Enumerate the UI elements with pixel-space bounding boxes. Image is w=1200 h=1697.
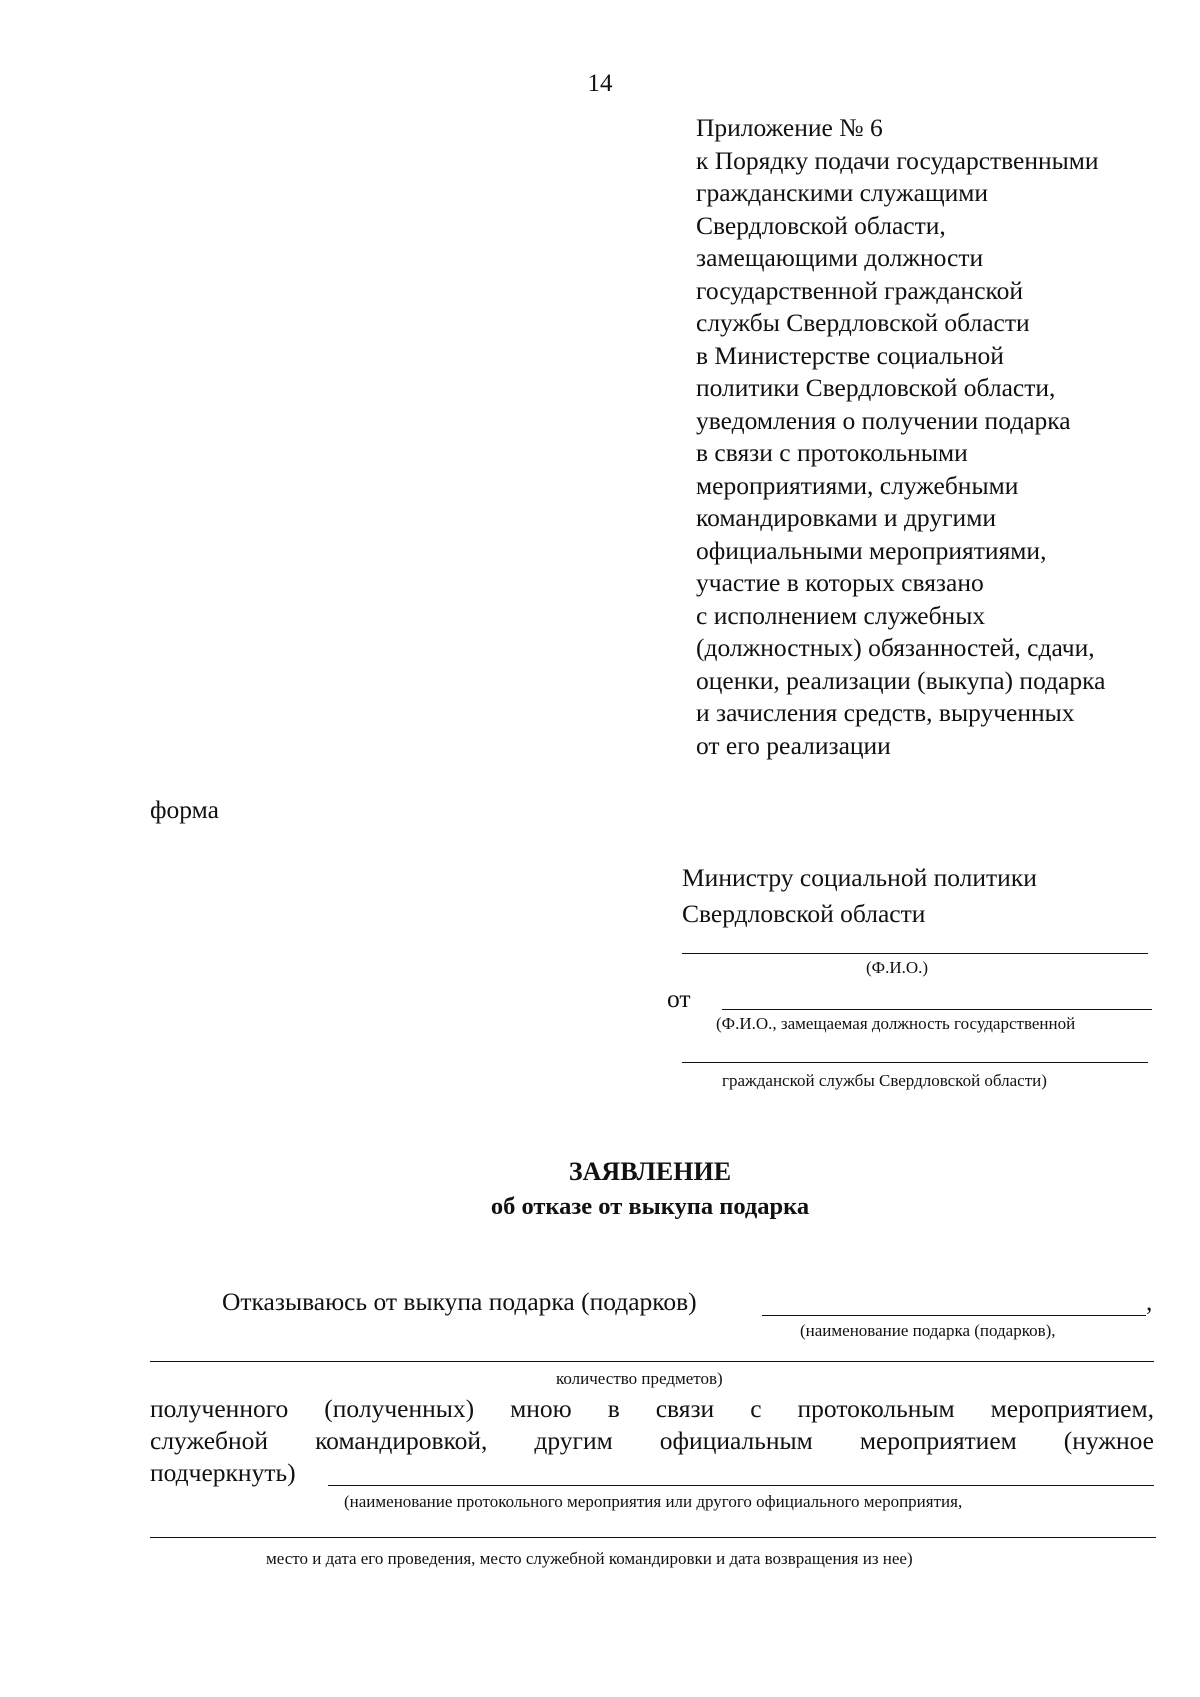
- from-caption-2: гражданской службы Свердловской области): [722, 1071, 1047, 1090]
- refuse-statement: Отказываюсь от выкупа подарка (подарков): [222, 1287, 697, 1316]
- form-label: форма: [150, 795, 219, 824]
- gift-quantity-underline: [150, 1361, 1154, 1362]
- appendix-line: к Порядку подачи государственными: [696, 145, 1099, 175]
- from-caption-1: (Ф.И.О., замещаемая должность государственной: [716, 1014, 1076, 1033]
- from-label: от: [667, 984, 691, 1013]
- appendix-line: оценки, реализации (выкупа) подарка: [696, 665, 1106, 695]
- appendix-line: от его реализации: [696, 730, 891, 760]
- appendix-line: (должностных) обязанностей, сдачи,: [696, 633, 1095, 662]
- paragraph-line-2: служебной командировкой, другим официальным мероприятием (нужное: [150, 1426, 1154, 1455]
- fio-underline: [682, 953, 1148, 954]
- event-caption-1: (наименование протокольного мероприятия или другого официального мероприятия,: [344, 1492, 963, 1511]
- appendix-line: и зачисления средств, вырученных: [696, 698, 1075, 727]
- appendix-line: замещающими должности: [696, 243, 984, 272]
- appendix-line: в Министерстве социальной: [696, 340, 1004, 370]
- appendix-block: [696, 112, 1176, 762]
- gift-caption-2: количество предметов): [556, 1369, 723, 1388]
- document-title: ЗАЯВЛЕНИЕ: [568, 1157, 732, 1186]
- appendix-line: с исполнением служебных: [696, 600, 986, 630]
- comma: ,: [1146, 1287, 1153, 1316]
- from-underline: [722, 1009, 1152, 1010]
- appendix-line: официальными мероприятиями,: [696, 535, 1047, 565]
- appendix-line: службы Свердловской области: [696, 308, 1030, 337]
- appendix-line: уведомления о получении подарка: [696, 405, 1071, 435]
- appendix-line: Приложение № 6: [696, 113, 883, 142]
- appendix-line: в связи с протокольными: [696, 438, 968, 467]
- addressee-line-2: Свердловской области: [682, 899, 926, 928]
- appendix-line: командировками и другими: [696, 503, 996, 532]
- page-number: 14: [587, 70, 613, 97]
- fio-caption: (Ф.И.О.): [866, 958, 929, 977]
- addressee-block: [682, 860, 1037, 932]
- paragraph-line-1: полученного (полученных) мною в связи с протокольным мероприятием,: [150, 1394, 1154, 1423]
- appendix-line: участие в которых связано: [696, 568, 984, 597]
- paragraph-line-3: подчеркнуть): [150, 1458, 296, 1487]
- event-details-underline: [150, 1537, 1156, 1538]
- gift-caption-1: (наименование подарка (подарков),: [800, 1321, 1056, 1340]
- appendix-line: государственной гражданской: [696, 275, 1024, 305]
- addressee-line-1: Министру социальной политики: [682, 863, 1037, 892]
- appendix-line: политики Свердловской области,: [696, 373, 1056, 402]
- appendix-line: Свердловской области,: [696, 210, 946, 240]
- event-caption-2: место и дата его проведения, место служебной командировки и дата возвращения из нее): [266, 1549, 913, 1568]
- appendix-line: гражданскими служащими: [696, 178, 989, 207]
- position-underline: [682, 1062, 1148, 1063]
- event-underline: [328, 1485, 1154, 1486]
- appendix-line: мероприятиями, служебными: [696, 470, 1019, 500]
- document-subtitle: об отказе от выкупа подарка: [490, 1193, 810, 1220]
- gift-underline: [762, 1315, 1146, 1316]
